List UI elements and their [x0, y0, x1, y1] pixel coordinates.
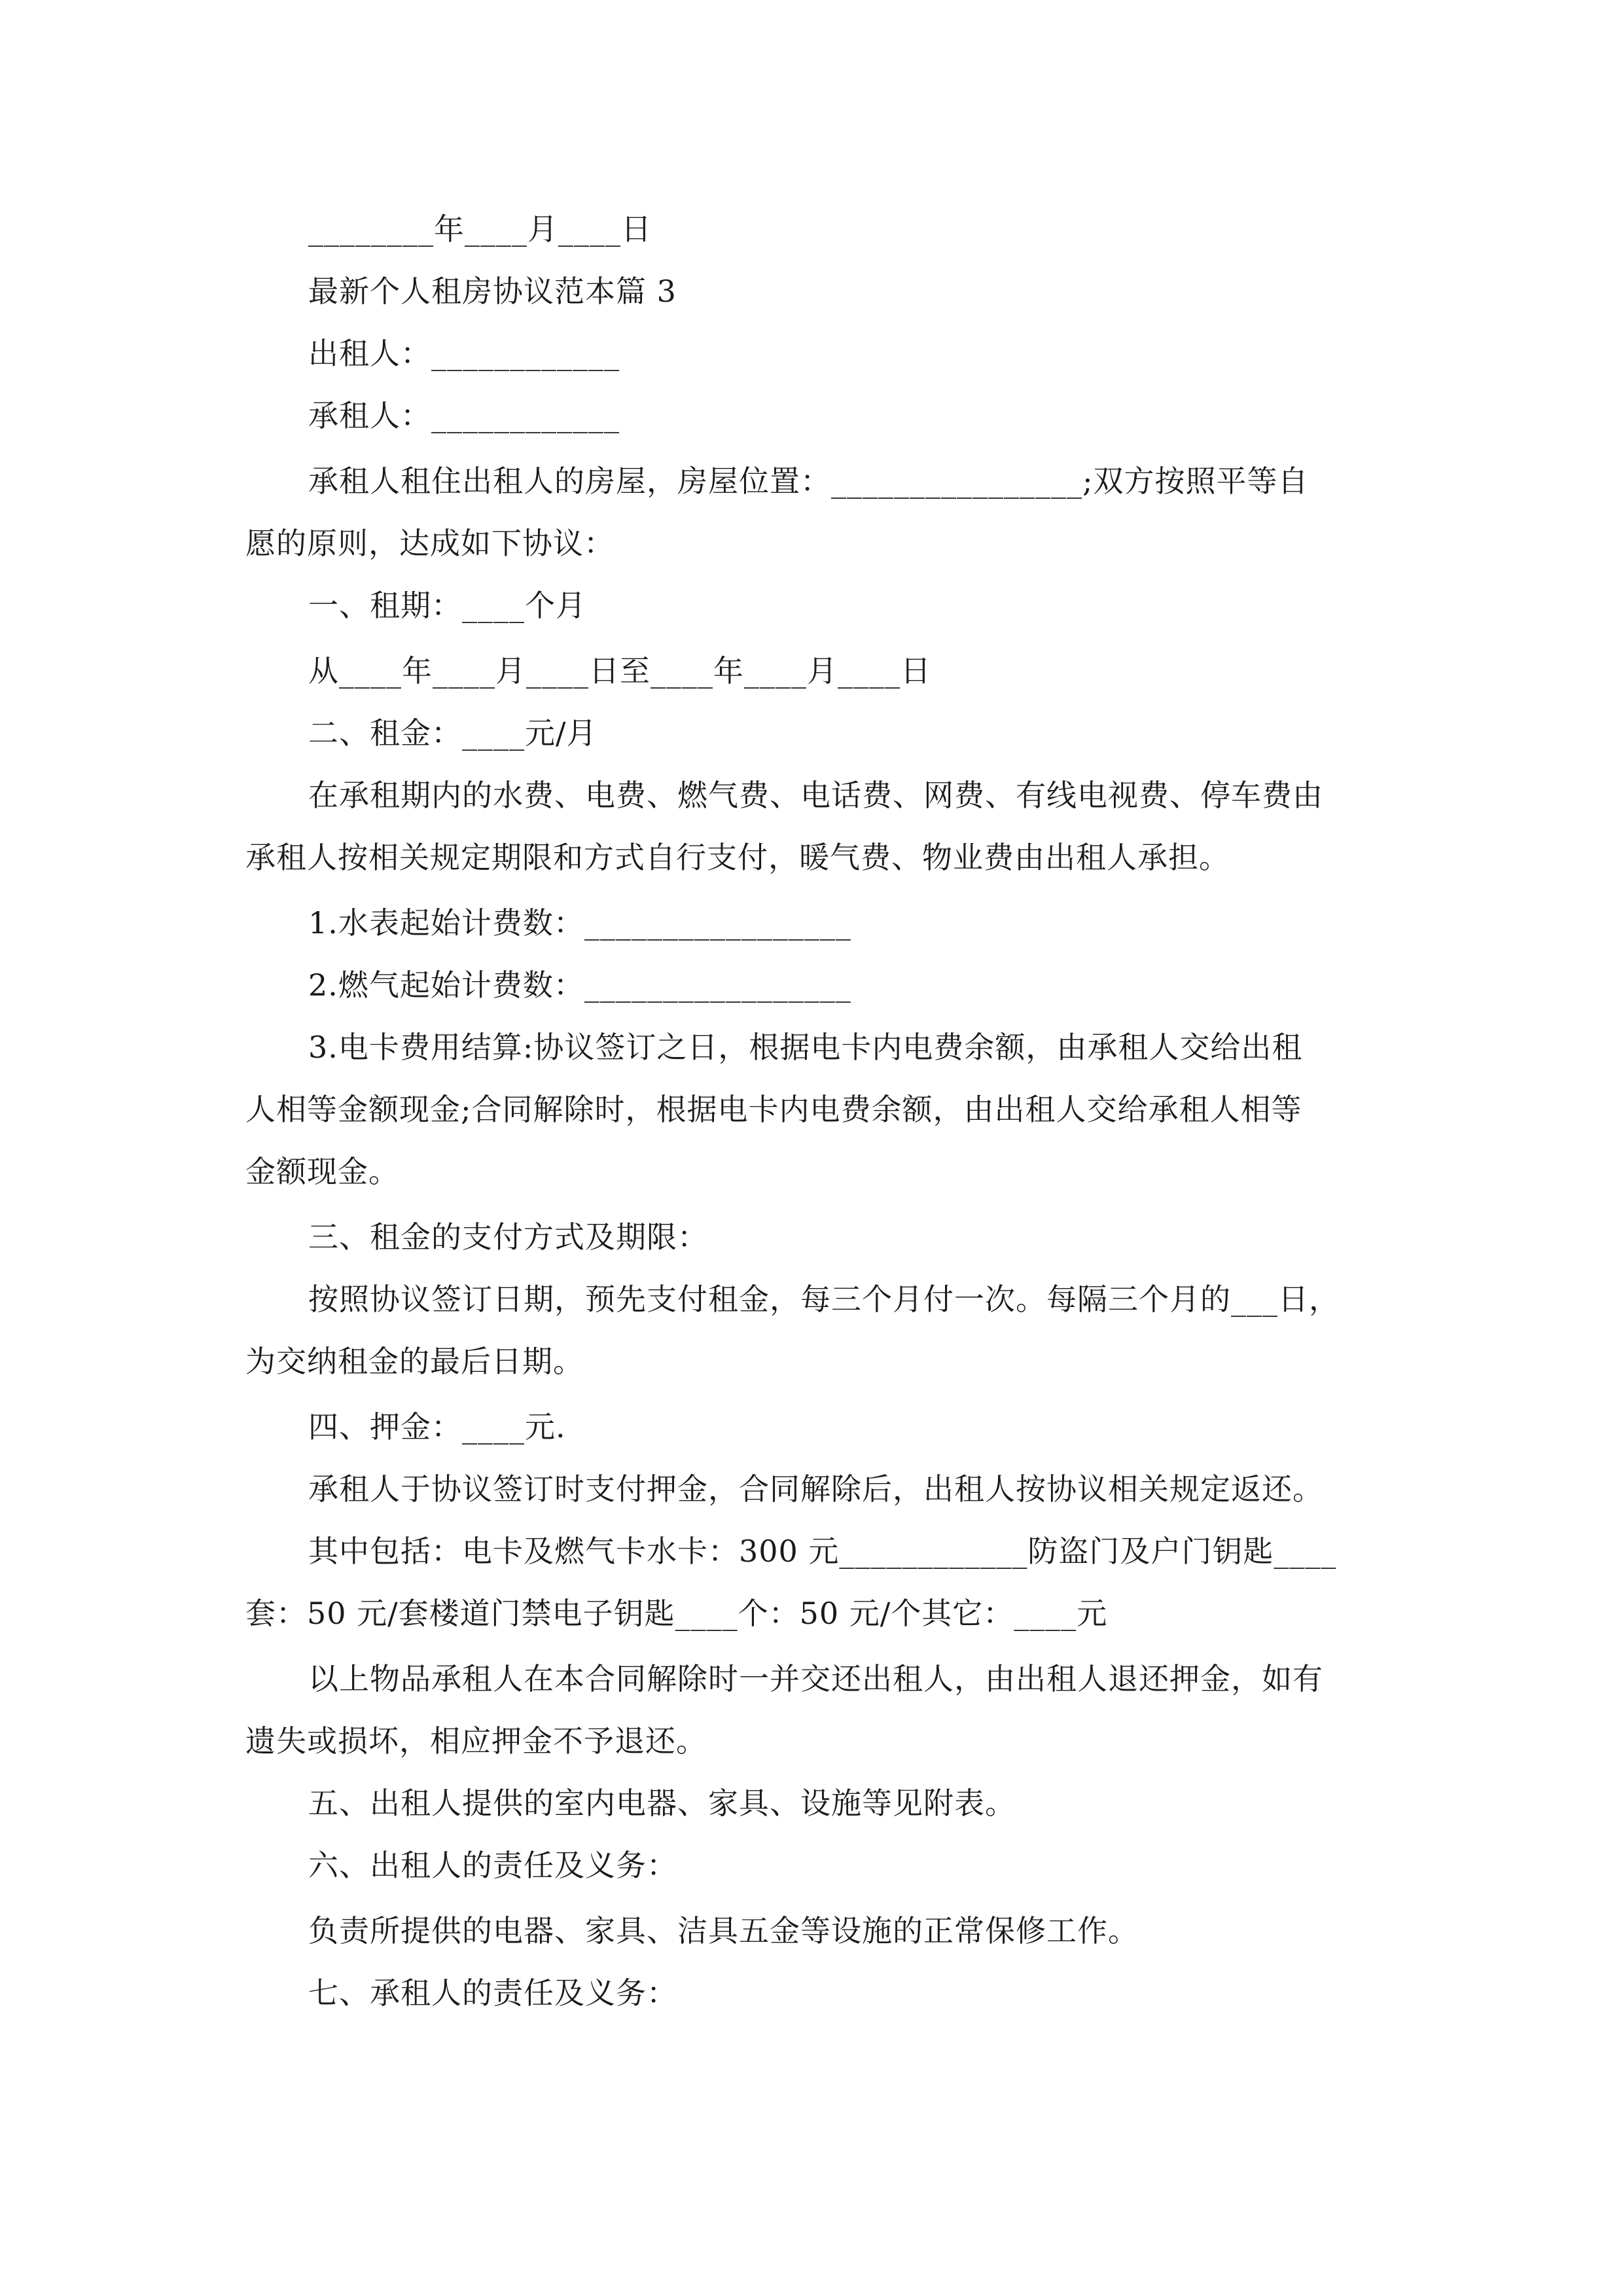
paragraph-line: 负责所提供的电器、家具、洁具五金等设施的正常保修工作。 [308, 1913, 1139, 1948]
paragraph-line: 为交纳租金的最后日期。 [245, 1344, 584, 1379]
deposit-heading: 四、押金：____元. [308, 1409, 566, 1444]
rent-heading: 二、租金：____元/月 [308, 715, 597, 751]
paragraph-line: 承租人按相关规定期限和方式自行支付，暖气费、物业费由出租人承担。 [245, 840, 1230, 875]
paragraph-line: 遗失或损坏，相应押金不予退还。 [245, 1723, 707, 1759]
paragraph-line: 人相等金额现金;合同解除时，根据电卡内电费余额，由出租人交给承租人相等 [245, 1092, 1302, 1127]
term-heading: 一、租期：____个月 [308, 588, 586, 623]
paragraph-line: 金额现金。 [245, 1154, 399, 1189]
list-item: 3.电卡费用结算:协议签订之日，根据电卡内电费余额，由承租人交给出租 [308, 1030, 1303, 1065]
paragraph-line: 其中包括：电卡及燃气卡水卡：300 元____________防盗门及户门钥匙____ [308, 1534, 1337, 1569]
lessor-duty-heading: 六、出租人的责任及义务： [308, 1848, 677, 1883]
payment-heading: 三、租金的支付方式及期限： [308, 1219, 708, 1255]
paragraph-line: 在承租期内的水费、电费、燃气费、电话费、网费、有线电视费、停车费由 [308, 778, 1323, 813]
paragraph-line: 承租人于协议签订时支付押金，合同解除后，出租人按协议相关规定返还。 [308, 1471, 1323, 1507]
paragraph-line: 承租人租住出租人的房屋，房屋位置：________________;双方按照平等自 [308, 463, 1309, 499]
paragraph-line: 按照协议签订日期，预先支付租金，每三个月付一次。每隔三个月的___日， [308, 1282, 1340, 1317]
section-title: 最新个人租房协议范本篇 3 [308, 274, 677, 309]
paragraph-line: 以上物品承租人在本合同解除时一并交还出租人，由出租人退还押金，如有 [308, 1661, 1323, 1696]
list-item: 1.水表起始计费数：_________________ [308, 905, 851, 941]
lessee-line: 承租人：____________ [308, 398, 620, 433]
lessee-duty-heading: 七、承租人的责任及义务： [308, 1975, 677, 2011]
paragraph-line: 套：50 元/套楼道门禁电子钥匙____个：50 元/个其它：____元 [245, 1596, 1108, 1631]
appliances-heading: 五、出租人提供的室内电器、家具、设施等见附表。 [308, 1785, 1016, 1821]
lessor-line: 出租人：____________ [308, 336, 620, 371]
paragraph-line: 愿的原则，达成如下协议： [245, 526, 615, 561]
term-dates: 从____年____月____日至____年____月____日 [308, 653, 931, 689]
date-line: ________年____月____日 [308, 211, 652, 247]
list-item: 2.燃气起始计费数：_________________ [308, 967, 851, 1003]
